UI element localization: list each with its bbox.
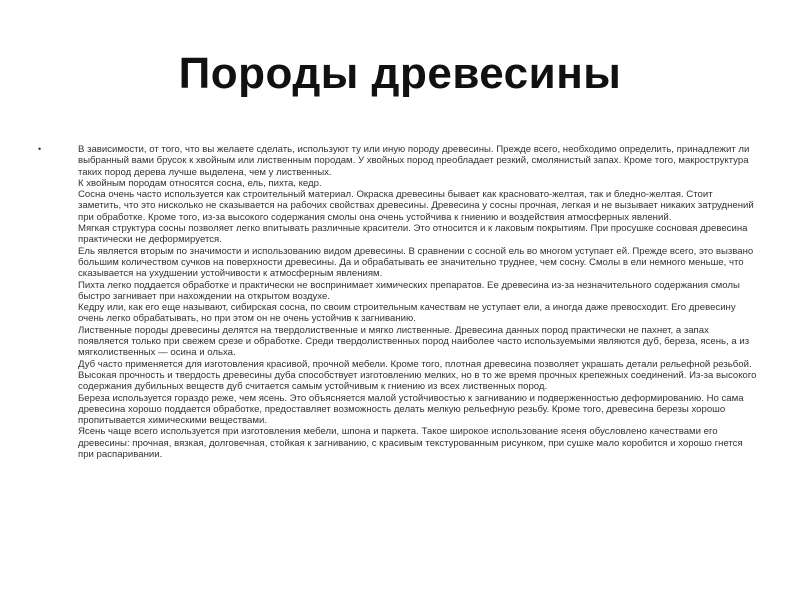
body-text (78, 144, 758, 460)
bullet-marker: • (38, 144, 42, 154)
paragraph-spruce: Ель является вторым по значимости и использованию видом древесины. В сравнении с сосной ель во многом уступает ей. Прежде всего, это вызвано большим количеством сучков на поверхности древесины. Да и обрабатывать ее значительно труднее, чем сосну. Смолы в ели немного меньше, что сказывается на ухудшении устойчивости к атмосферным явлениям. (78, 245, 754, 280)
paragraph-pine: Сосна очень часто используется как строительный материал. Окраска древесины бывает как красновато-желтая, так и бледно-желтая. Стоит заметить, что это нисколько не сказывается на рабочих свойствах древесины. Древесина у сосны прочная, легкая и не вызывает никаких затруднений при обработке. Кроме того, из-за высокого содержания смолы она очень устойчива к гниению и воздействия атмосферных явлений. (78, 189, 754, 223)
paragraph-oak: Дуб часто применяется для изготовления красивой, прочной мебели. Кроме того, плотная древесина позволяет украшать детали рельефной резьбой. Высокая прочность и твердость древесины дуба способствует изготовлению мелких, но в то же время прочных крепежных соединений. Из-за высокого содержания дубильных веществ дуб считается самым устойчивым к гниению из всех лиственных пород. (78, 358, 757, 393)
paragraph-cedar: Кедру или, как его еще называют, сибирская сосна, по своим строительным качествам не уступает ели, а иногда даже превосходит. Его древесину очень легко обрабатывать, но при этом он не очень устойчив к загниванию. (78, 302, 736, 325)
paragraph-birch: Береза используется гораздо реже, чем ясень. Это объясняется малой устойчивостью к загниванию и подверженностью деформированию. Но сама древесина хорошо поддается обработке, предоставляет возможность делать мелкую рельефную резьбу. Кроме того, древесина березы хорошо пропитывается химическими веществами. (78, 392, 744, 427)
paragraph-pine-structure: Мягкая структура сосны позволяет легко впитывать различные красители. Это относится и к лаковым покрытиям. При просушке сосновая древесина практически не деформируется. (78, 223, 748, 246)
slide-title: Породы древесины (178, 49, 622, 98)
paragraph-fir: Пихта легко поддается обработке и практически не воспринимает химических препаратов. Ее древесина из-за незначительного содержания смолы быстро загнивает при нахождении на открытом воздухе. (78, 279, 740, 302)
paragraph-deciduous: Лиственные породы древесины делятся на твердолиственные и мягко лиственные. Древесина данных пород практически не пахнет, а запах появляется только при свежем срезе и обработке. Среди твердолиственных пород наиболее часто используемыми являются дуб, береза, ясень, а из мягколиственных — осина и ольха. (78, 324, 750, 359)
paragraph-ash: Ясень чаще всего используется при изготовления мебели, шпона и паркета. Такое широкое использование ясеня обусловлено качествами его древесины: прочная, вязкая, долговечная, стойкая к загниванию, с красивым текстурованным рисунком, при сушке мало коробится и хорошо гнется при распаривании. (78, 426, 743, 461)
slide-content (38, 144, 758, 460)
paragraph-conifers: К хвойным породам относятся сосна, ель, пихта, кедр. (78, 177, 322, 189)
paragraph-intro: В зависимости, от того, что вы желаете сделать, используют ту или иную породу древесины. Прежде всего, необходимо определить, принадлежит ли выбранный вами брусок к хвойным или лиственным породам. У хвойных пород преобладает резкий, смолянистый запах. Кроме того, макроструктура таких пород дерева лучше выделена, чем у лиственных. (78, 144, 750, 178)
